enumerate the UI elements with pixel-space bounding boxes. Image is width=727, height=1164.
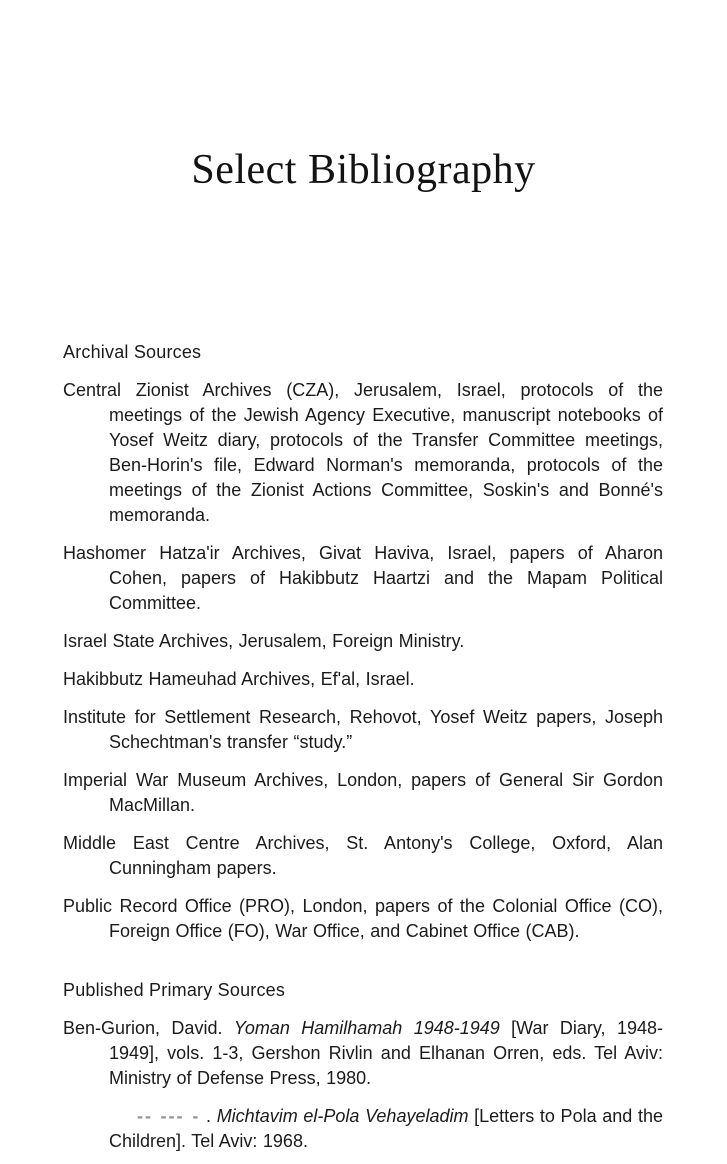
entry-text: Middle East Centre Archives, St. Antony's College, Oxford, Alan Cunningham papers. [63,833,663,879]
entry-text: [Letters to Pola and the Children]. Tel Aviv: 1968. [109,1106,663,1152]
work-title-italic: Yoman Hamilhamah 1948-1949 [233,1018,500,1039]
page-title: Select Bibliography [191,147,536,193]
bibliography-entry [63,378,663,528]
bibliography-entry [63,629,663,654]
bibliography-entry [63,541,663,616]
entry-text: Imperial War Museum Archives, London, papers of General Sir Gordon MacMillan. [63,770,663,816]
entry-text: Institute for Settlement Research, Rehovot, Yosef Weitz papers, Joseph Schechtman's transfer “study.” [63,707,663,753]
bibliography-entry [63,831,663,881]
entry-text: Israel State Archives, Jerusalem, Foreign Ministry. [63,631,465,652]
bibliography-entry [63,667,663,692]
section-heading: Archival Sources [63,342,202,363]
entry-text: Hakibbutz Hameuhad Archives, Ef'al, Israel. [63,669,415,690]
entry-text: Public Record Office (PRO), London, papers of the Colonial Office (CO), Foreign Office (FO), War Office, and Cabinet Office (CAB). [63,896,663,942]
entry-text: . [200,1106,217,1127]
entry-list [63,1016,663,1154]
entry-list [63,378,663,944]
entry-text: [War Diary, 1948-1949], vols. 1-3, Gershon Rivlin and Elhanan Orren, eds. Tel Aviv: Ministry of Defense Press, 1980. [109,1018,663,1089]
author-repeat-dash: -- --- - [137,1106,201,1127]
entry-text: Central Zionist Archives (CZA), Jerusalem, Israel, protocols of the meetings of the Jewish Agency Executive, manuscript notebooks of Yosef Weitz diary, protocols of the Transfer Committee meetings, Ben-Horin's file, Edward Norman's memoranda, protocols of the meetings of the Zionist Actions Committee, Soskin's and Bonné's memoranda. [63,380,663,526]
bibliography-entry [63,705,663,755]
section-heading: Published Primary Sources [63,980,286,1001]
entry-text: Hashomer Hatza'ir Archives, Givat Haviva, Israel, papers of Aharon Cohen, papers of Hakibbutz Haartzi and the Mapam Political Committee. [63,543,663,614]
bibliography-section [63,340,663,944]
bibliography-entry [63,768,663,818]
work-title-italic: Michtavim el-Pola Vehayeladim [216,1106,469,1127]
bibliography-entry [63,1016,663,1091]
entry-text: Ben-Gurion, David. [63,1018,234,1039]
bibliography-content [63,340,663,1154]
bibliography-section [63,978,663,1154]
bibliography-entry [63,894,663,944]
bibliography-entry [63,1104,663,1154]
